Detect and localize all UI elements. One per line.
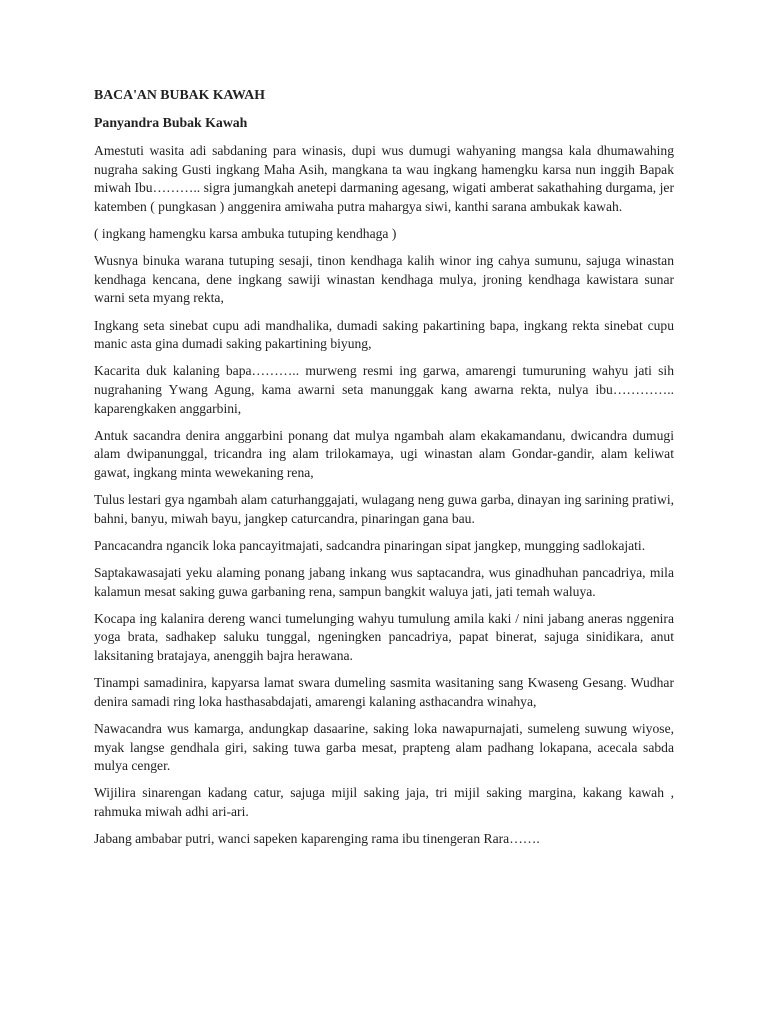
paragraph-10: Kocapa ing kalanira dereng wanci tumelunging wahyu tumulung amila kaki / nini jabang aneras nggenira yoga brata, sadhakep saluku tunggal, ngeningken pancadriya, papat binerat, sajuga sinidikara, anut laksitaning bratajaya, anenggih bajra herawana.: [94, 610, 674, 663]
document-title: BACA'AN BUBAK KAWAH: [94, 87, 265, 102]
paragraph-1: Amestuti wasita adi sabdaning para winasis, dupi wus dumugi wahyaning mangsa kala dhumawahing nugraha saking Gusti ingkang Maha Asih, mangkana ta wau ingkang hamengku karsa nun inggih Bapak miwah Ibu……….. sigra jumangkah anetepi darmaning agesang, wigati amberat sakathahing durgama, jer katemben ( pungkasan ) anggenira amiwaha putra mahargya siwi, kanthi sarana ambukak kawah.: [94, 143, 674, 214]
paragraph-9: Saptakawasajati yeku alaming ponang jabang inkang wus saptacandra, wus ginadhuhan pancadriya, mila kalamun mesat saking guwa garbaning rena, sampun bangkit waluya jati, jati temah waluya.: [94, 565, 674, 599]
document-page: [94, 86, 674, 857]
paragraph-2: ( ingkang hamengku karsa ambuka tutuping kendhaga ): [94, 225, 397, 241]
paragraph-14: Jabang ambabar putri, wanci sapeken kaparenging rama ibu tinengeran Rara…….: [94, 831, 540, 847]
paragraph-5: Kacarita duk kalaning bapa……….. murweng resmi ing garwa, amarengi tumuruning wahyu jati sih nugrahaning Ywang Agung, kama awarni seta manunggak kang awarna rekta, nulya ibu………….. kaparengkaken anggarbini,: [94, 363, 674, 416]
paragraph-6: Antuk sacandra denira anggarbini ponang dat mulya ngambah alam ekakamandanu, dwicandra dumugi alam dwipanunggal, tricandra ing alam trilokamaya, ugi winastan alam Gondar-gandir, alam keliwat gawat, ingkang minta wewekaning rena,: [94, 427, 674, 480]
paragraph-11: Tinampi samadinira, kapyarsa lamat swara dumeling sasmita wasitaning sang Kwaseng Gesang. Wudhar denira samadi ring loka hasthasabdajati, amarengi kalaning asthacandra winahya,: [94, 675, 674, 709]
paragraph-4: Ingkang seta sinebat cupu adi mandhalika, dumadi saking pakartining bapa, ingkang rekta sinebat cupu manic asta gina dumadi saking pakartining biyung,: [94, 317, 674, 352]
paragraph-13: Wijilira sinarengan kadang catur, sajuga mijil saking jaja, tri mijil saking margina, kakang kawah , rahmuka miwah adhi ari-ari.: [94, 785, 674, 819]
paragraph-12: Nawacandra wus kamarga, andungkap dasaarine, saking loka nawapurnajati, sumeleng suwung wiyose, myak langse gendhala giri, saking tuwa garba mesat, prapteng alam padhang lokapana, acecala sabda mulya cenger.: [94, 720, 674, 774]
document-subtitle: Panyandra Bubak Kawah: [94, 115, 248, 130]
paragraph-8: Pancacandra ngancik loka pancayitmajati, sadcandra pinaringan sipat jangkep, mungging sadlokajati.: [94, 537, 646, 553]
paragraph-7: Tulus lestari gya ngambah alam caturhanggajati, wulagang neng guwa garba, dinayan ing sarining pratiwi, bahni, banyu, miwah bayu, jangkep caturcandra, pinaringan gana bau.: [94, 492, 674, 526]
paragraph-3: Wusnya binuka warana tutuping sesaji, tinon kendhaga kalih winor ing cahya sumunu, sajuga winastan kendhaga kencana, dene ingkang sawiji winastan kendhaga mulya, jroning kendhaga kawistara sunar warni seta myang rekta,: [94, 253, 674, 306]
